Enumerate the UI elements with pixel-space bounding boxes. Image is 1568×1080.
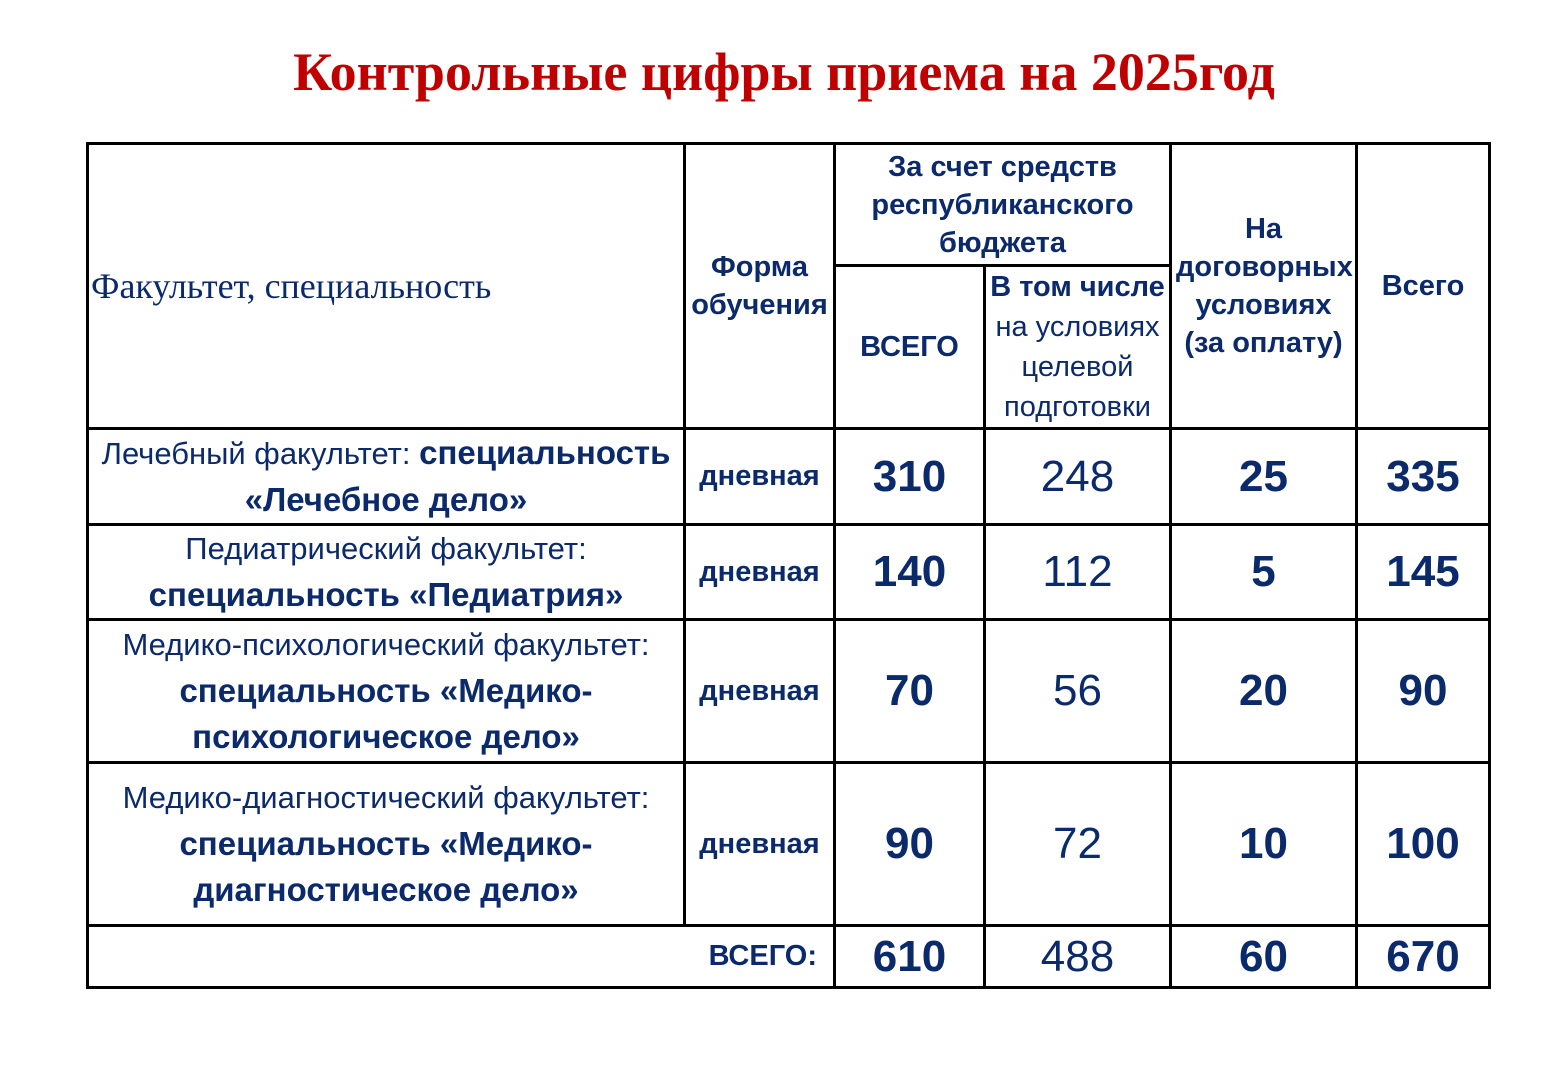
header-faculty: Факультет, специальность bbox=[88, 144, 685, 429]
target-cell: 56 bbox=[985, 620, 1171, 763]
table-row bbox=[88, 620, 1490, 763]
totals-contract: 60 bbox=[1171, 926, 1357, 988]
table-row bbox=[88, 763, 1490, 926]
budget-total-cell: 70 bbox=[835, 620, 985, 763]
faculty-cell bbox=[88, 525, 685, 620]
totals-total: 670 bbox=[1357, 926, 1490, 988]
faculty-name: Педиатрический факультет: bbox=[185, 531, 587, 566]
specialty-name: специальность «Педиатрия» bbox=[148, 576, 624, 613]
header-budget-group: За счет средств республиканского бюджета bbox=[835, 144, 1171, 266]
table-row bbox=[88, 429, 1490, 525]
admission-table bbox=[86, 142, 1491, 989]
faculty-cell bbox=[88, 763, 685, 926]
budget-total-cell: 90 bbox=[835, 763, 985, 926]
total-cell: 90 bbox=[1357, 620, 1490, 763]
specialty-name: «Лечебное дело» bbox=[244, 481, 528, 518]
faculty-name: Медико-психологический факультет: bbox=[122, 627, 650, 662]
page-title: Контрольные цифры приема на 2025год bbox=[293, 42, 1275, 102]
header-budget-total: ВСЕГО bbox=[835, 266, 985, 429]
contract-cell: 25 bbox=[1171, 429, 1357, 525]
target-cell: 248 bbox=[985, 429, 1171, 525]
contract-cell: 5 bbox=[1171, 525, 1357, 620]
contract-cell: 10 bbox=[1171, 763, 1357, 926]
contract-cell: 20 bbox=[1171, 620, 1357, 763]
faculty-name: Медико-диагностический факультет: bbox=[122, 780, 650, 815]
header-contract: На договорных условиях (за оплату) bbox=[1171, 144, 1357, 429]
form-cell: дневная bbox=[685, 429, 835, 525]
total-cell: 145 bbox=[1357, 525, 1490, 620]
faculty-name: Лечебный факультет: bbox=[101, 436, 420, 471]
totals-row bbox=[88, 926, 1490, 988]
specialty-name: специальность «Медико- bbox=[179, 672, 593, 709]
form-cell: дневная bbox=[685, 525, 835, 620]
totals-target: 488 bbox=[985, 926, 1171, 988]
header-target-rest: на условиях целевой подготовки bbox=[995, 311, 1160, 423]
faculty-cell bbox=[88, 620, 685, 763]
faculty-cell bbox=[88, 429, 685, 525]
header-form: Форма обучения bbox=[685, 144, 835, 429]
specialty-name-cont: диагностическое дело» bbox=[193, 871, 579, 908]
target-cell: 112 bbox=[985, 525, 1171, 620]
total-cell: 100 bbox=[1357, 763, 1490, 926]
table-row bbox=[88, 525, 1490, 620]
total-cell: 335 bbox=[1357, 429, 1490, 525]
header-row bbox=[88, 144, 1490, 266]
header-target-bold: В том числе bbox=[990, 271, 1165, 303]
totals-label: ВСЕГО: bbox=[88, 926, 835, 988]
form-cell: дневная bbox=[685, 620, 835, 763]
specialty-name-cont: психологическое дело» bbox=[192, 718, 580, 755]
target-cell: 72 bbox=[985, 763, 1171, 926]
totals-budget-total: 610 bbox=[835, 926, 985, 988]
specialty-inline: специальность bbox=[419, 434, 671, 471]
header-target bbox=[985, 266, 1171, 429]
header-total: Всего bbox=[1357, 144, 1490, 429]
specialty-name: специальность «Медико- bbox=[179, 825, 593, 862]
budget-total-cell: 140 bbox=[835, 525, 985, 620]
form-cell: дневная bbox=[685, 763, 835, 926]
budget-total-cell: 310 bbox=[835, 429, 985, 525]
